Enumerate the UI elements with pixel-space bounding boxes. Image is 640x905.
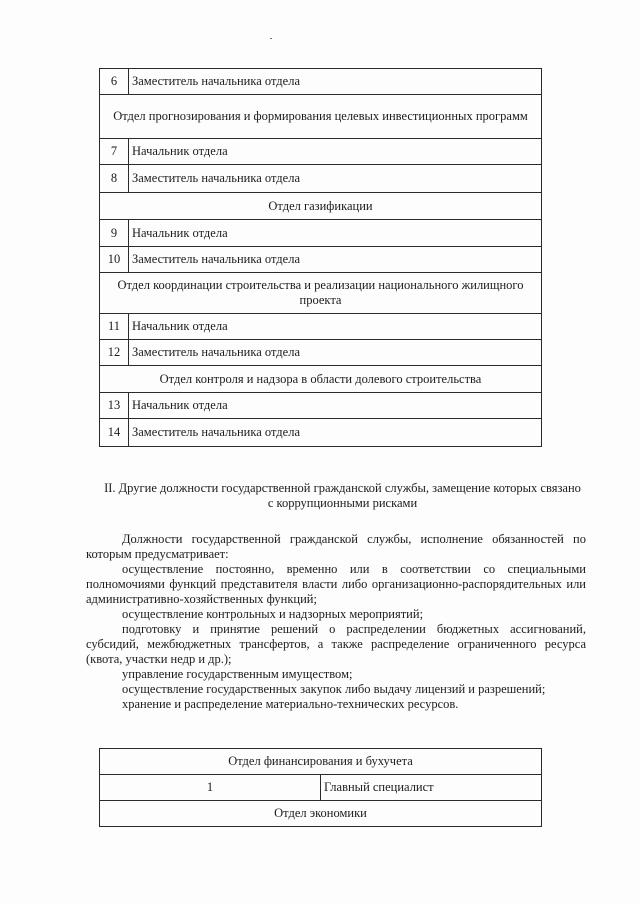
department-row <box>100 193 542 220</box>
table-row <box>100 419 542 447</box>
department-row <box>100 273 542 314</box>
list-item: управление государственным имуществом; <box>122 667 353 681</box>
position-title: Начальник отдела <box>129 139 542 165</box>
department-title: Отдел газификации <box>100 193 542 220</box>
position-title: Начальник отдела <box>129 314 542 340</box>
position-title: Заместитель начальника отдела <box>129 247 542 273</box>
table-row <box>100 165 542 193</box>
department-title: Отдел прогнозирования и формирования целевых инвестиционных программ <box>100 95 542 139</box>
position-title: Главный специалист <box>321 775 542 801</box>
row-number: 7 <box>100 139 129 165</box>
table-row <box>100 247 542 273</box>
table-row <box>100 69 542 95</box>
table-row <box>100 220 542 247</box>
department-title: Отдел координации строительства и реализации национального жилищного проекта <box>100 273 542 314</box>
row-number: 10 <box>100 247 129 273</box>
list-item: осуществление постоянно, временно или в соответствии со специальными полномочиями функций представителя власти либо организационно-распорядительных или административно-хозяйственных функций; <box>86 562 586 606</box>
position-title: Начальник отдела <box>129 393 542 419</box>
list-item: подготовку и принятие решений о распределении бюджетных ассигнований, субсидий, межбюджетных трансфертов, а также распределение ограниченного ресурса (квота, участки недр и др.); <box>86 622 586 666</box>
department-title: Отдел контроля и надзора в области долевого строительства <box>100 366 542 393</box>
row-number: 1 <box>100 775 321 801</box>
department-row <box>100 801 542 827</box>
positions-table-top <box>99 68 542 447</box>
section-heading: II. Другие должности государственной гражданской службы, замещение которых связано с коррупционными рисками <box>104 481 581 510</box>
intro-paragraph: Должности государственной гражданской службы, исполнение обязанностей по которым предусматривает: <box>86 532 586 561</box>
position-title: Заместитель начальника отдела <box>129 165 542 193</box>
department-row <box>100 749 542 775</box>
list-item: хранение и распределение материально-технических ресурсов. <box>122 697 459 711</box>
department-title: Отдел финансирования и бухучета <box>100 749 542 775</box>
scan-artifact <box>270 38 272 39</box>
position-title: Заместитель начальника отдела <box>129 69 542 95</box>
table-row <box>100 393 542 419</box>
department-row <box>100 366 542 393</box>
positions-table-bottom <box>99 748 542 827</box>
row-number: 9 <box>100 220 129 247</box>
row-number: 12 <box>100 340 129 366</box>
table-row <box>100 314 542 340</box>
list-item: осуществление государственных закупок либо выдачу лицензий и разрешений; <box>122 682 546 696</box>
row-number: 11 <box>100 314 129 340</box>
position-title: Заместитель начальника отдела <box>129 419 542 447</box>
position-title: Начальник отдела <box>129 220 542 247</box>
list-item: осуществление контрольных и надзорных мероприятий; <box>122 607 424 621</box>
row-number: 13 <box>100 393 129 419</box>
row-number: 6 <box>100 69 129 95</box>
table-row <box>100 139 542 165</box>
row-number: 14 <box>100 419 129 447</box>
row-number: 8 <box>100 165 129 193</box>
position-title: Заместитель начальника отдела <box>129 340 542 366</box>
department-row <box>100 95 542 139</box>
table-row <box>100 775 542 801</box>
table-row <box>100 340 542 366</box>
section-body <box>86 532 586 712</box>
department-title: Отдел экономики <box>100 801 542 827</box>
